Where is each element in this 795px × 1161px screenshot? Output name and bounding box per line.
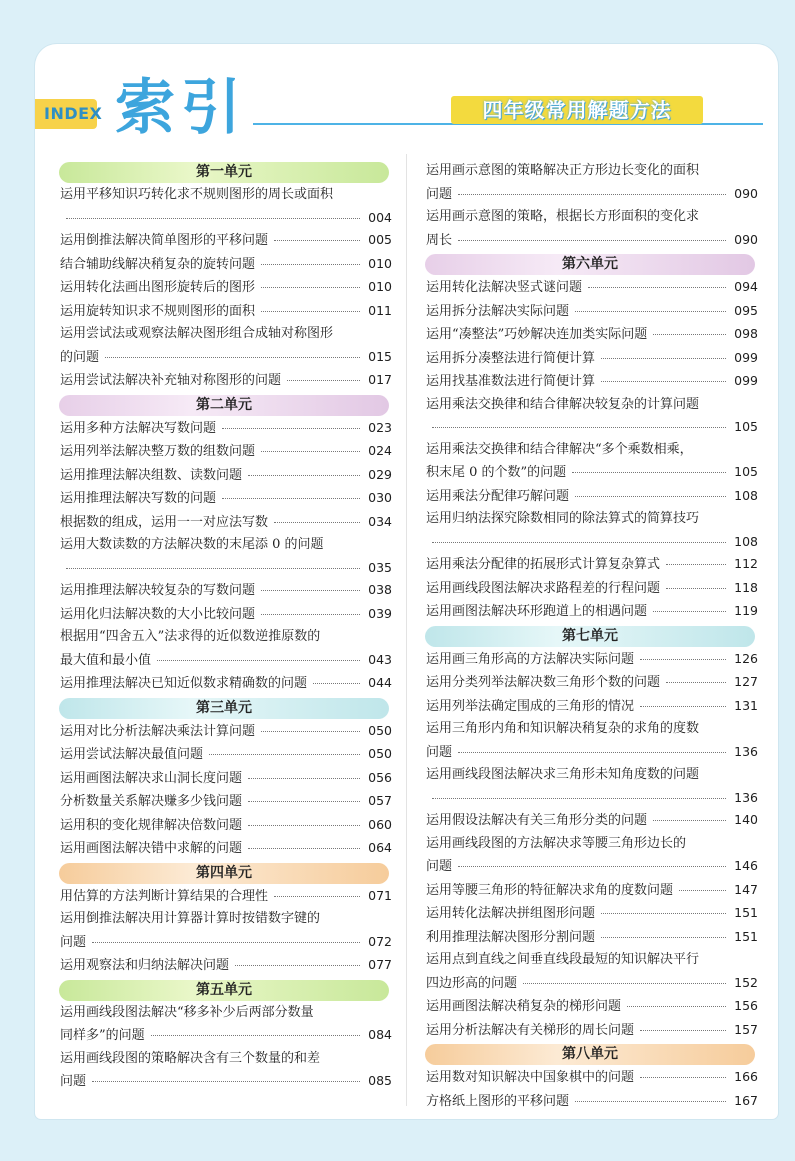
entry-title: 运用转化法解决竖式谜问题 <box>426 280 583 295</box>
entry-title: 运用尝试法解决最值问题 <box>60 747 204 762</box>
index-entry[interactable] <box>57 579 392 603</box>
leader-dots <box>248 848 360 849</box>
leader-dots <box>458 240 726 241</box>
index-entry[interactable] <box>57 885 392 909</box>
page-number: 140 <box>734 812 758 827</box>
entry-title: 运用推理法解决较复杂的写数问题 <box>60 583 256 598</box>
entry-title: 运用旋转知识求不规则图形的面积 <box>60 303 256 319</box>
page-title: 索引 <box>115 73 247 143</box>
index-entry[interactable] <box>423 718 758 764</box>
page-number: 035 <box>368 559 392 575</box>
index-entry[interactable] <box>57 954 392 978</box>
right-column <box>423 160 758 1113</box>
page-number: 099 <box>734 373 758 388</box>
unit-header: 第五单元 <box>59 980 389 1001</box>
column-divider <box>406 154 407 1106</box>
page-subtitle: 四年级常用解题方法 <box>451 96 703 124</box>
leader-dots <box>653 611 726 612</box>
index-entry[interactable] <box>423 695 758 719</box>
page-header <box>35 44 778 154</box>
index-entry[interactable] <box>423 553 758 577</box>
page-number: 119 <box>734 603 758 618</box>
leader-dots <box>627 1006 726 1007</box>
page-number: 056 <box>368 769 392 785</box>
page-number: 044 <box>368 675 392 690</box>
page-number: 039 <box>368 605 392 621</box>
page-number: 064 <box>368 840 392 855</box>
entry-title: 利用推理法解决图形分割问题 <box>426 929 596 945</box>
page-number: 034 <box>368 513 392 529</box>
index-entry[interactable] <box>57 487 392 511</box>
index-entry[interactable] <box>57 908 392 954</box>
leader-dots <box>601 358 726 359</box>
leader-dots <box>666 588 726 589</box>
index-entry[interactable] <box>57 837 392 861</box>
unit-header: 第六单元 <box>425 254 755 275</box>
leader-dots <box>666 564 726 565</box>
leader-dots <box>653 334 726 335</box>
entry-title: 运用转化法画出图形旋转后的图形 <box>60 280 256 295</box>
index-entry[interactable] <box>57 276 392 300</box>
leader-dots <box>588 287 726 288</box>
page-number: 030 <box>368 490 392 505</box>
index-entry[interactable] <box>57 743 392 767</box>
entry-title: 最大值和最小值 <box>60 652 152 668</box>
index-entry[interactable] <box>57 229 392 253</box>
page-number: 090 <box>734 231 758 247</box>
leader-dots <box>248 825 360 826</box>
entry-title: 运用等腰三角形的特征解决求角的度数问题 <box>426 882 674 898</box>
leader-dots <box>261 311 360 312</box>
leader-dots <box>432 427 726 428</box>
unit-header: 第八单元 <box>425 1044 755 1065</box>
entry-title: 运用化归法解决数的大小比较问题 <box>60 606 256 622</box>
index-label: INDEX <box>44 104 103 123</box>
leader-dots <box>261 264 360 265</box>
leader-dots <box>640 1030 726 1031</box>
index-entry[interactable] <box>57 184 392 229</box>
index-entry[interactable] <box>423 671 758 695</box>
page-number: 071 <box>368 887 392 903</box>
entry-title: 运用推理法解决写数的问题 <box>60 491 217 506</box>
entry-title: 运用三角形内角和知识解决稍复杂的求角的度数 <box>426 721 700 736</box>
leader-dots <box>261 590 360 591</box>
leader-dots <box>222 498 360 499</box>
entry-title: 运用画线段图法解决求路程差的行程问题 <box>426 580 661 596</box>
index-entry[interactable] <box>423 206 758 252</box>
index-entry[interactable] <box>423 926 758 950</box>
page-number: 152 <box>734 974 758 990</box>
leader-dots <box>666 682 726 683</box>
entry-title: 运用归纳法探究除数相同的除法算式的简算技巧 <box>426 511 700 526</box>
left-column <box>57 160 392 1094</box>
entry-title: 四边形高的问题 <box>426 975 518 991</box>
leader-dots <box>274 896 360 897</box>
entry-title: 运用列举法确定围成的三角形的情况 <box>426 698 635 714</box>
leader-dots <box>458 866 726 867</box>
entry-title: 周长 <box>426 232 453 248</box>
index-entry[interactable] <box>57 511 392 535</box>
entry-title: 运用对比分析法解决乘法计算问题 <box>60 723 256 739</box>
index-entry[interactable] <box>423 439 758 485</box>
entry-title: 运用转化法解决拼组图形问题 <box>426 906 596 921</box>
index-entry[interactable] <box>423 902 758 926</box>
index-entry[interactable] <box>57 672 392 696</box>
index-entry[interactable] <box>57 1002 392 1048</box>
leader-dots <box>575 1101 726 1102</box>
leader-dots <box>601 937 726 938</box>
leader-dots <box>92 1081 360 1082</box>
entry-title: 用估算的方法判断计算结果的合理性 <box>60 888 269 904</box>
leader-dots <box>679 890 726 891</box>
unit-header: 第三单元 <box>59 698 389 719</box>
index-entry[interactable] <box>57 323 392 369</box>
leader-dots <box>157 660 360 661</box>
index-entry[interactable] <box>57 790 392 814</box>
index-entry[interactable] <box>423 1090 758 1114</box>
page-number: 146 <box>734 858 758 873</box>
page-number: 011 <box>368 302 392 318</box>
page-number: 151 <box>734 905 758 920</box>
entry-title: 方格纸上图形的平移问题 <box>426 1093 570 1109</box>
index-entry[interactable] <box>423 394 758 439</box>
entry-title: 运用画示意图的策略，根据长方形面积的变化求 <box>426 209 700 224</box>
page-number: 010 <box>368 279 392 294</box>
entry-title: 运用画图法解决稍复杂的梯形问题 <box>426 999 622 1014</box>
page-number: 105 <box>734 419 758 434</box>
entry-title: 运用大数读数的方法解决数的末尾添 0 的问题 <box>60 537 324 552</box>
page-number: 017 <box>368 372 392 387</box>
entry-title: 运用多种方法解决写数问题 <box>60 420 217 436</box>
entry-title: 问题 <box>426 744 453 760</box>
index-entry[interactable] <box>423 949 758 995</box>
leader-dots <box>601 381 726 382</box>
page-number: 156 <box>734 998 758 1013</box>
page-number: 004 <box>368 209 392 225</box>
index-entry[interactable] <box>423 600 758 624</box>
page-number: 010 <box>368 255 392 271</box>
entry-title: 运用列举法解决整万数的组数问题 <box>60 444 256 459</box>
page-number: 015 <box>368 348 392 364</box>
entry-title: 运用“凑整法”巧妙解决连加类实际问题 <box>426 327 648 342</box>
page-number: 024 <box>368 443 392 458</box>
page-number: 077 <box>368 957 392 972</box>
unit-header: 第四单元 <box>59 863 389 884</box>
index-entry[interactable] <box>57 534 392 579</box>
page-number: 127 <box>734 674 758 689</box>
leader-dots <box>640 1077 726 1078</box>
index-entry[interactable] <box>57 300 392 324</box>
index-entry[interactable] <box>423 347 758 371</box>
leader-dots <box>261 287 360 288</box>
entry-title: 运用平移知识巧转化求不规则图形的周长或面积 <box>60 187 334 202</box>
index-entry[interactable] <box>57 626 392 672</box>
index-entry[interactable] <box>57 603 392 627</box>
index-entry[interactable] <box>423 833 758 879</box>
page-number: 166 <box>734 1069 758 1084</box>
leader-dots <box>572 472 726 473</box>
index-entry[interactable] <box>57 720 392 744</box>
index-entry[interactable] <box>423 508 758 553</box>
page-number: 105 <box>734 464 758 479</box>
page-number: 038 <box>368 582 392 597</box>
entry-title: 运用画图法解决错中求解的问题 <box>60 841 243 856</box>
page-number: 050 <box>368 746 392 761</box>
entry-title: 问题 <box>426 186 453 202</box>
leader-dots <box>66 218 360 219</box>
entry-title: 运用画三角形高的方法解决实际问题 <box>426 651 635 667</box>
entry-title: 运用画线段图的策略解决含有三个数量的和差 <box>60 1050 321 1066</box>
unit-header: 第二单元 <box>59 395 389 416</box>
index-entry[interactable] <box>57 767 392 791</box>
entry-title: 根据数的组成，运用一一对应法写数 <box>60 514 269 530</box>
index-entry[interactable] <box>423 160 758 206</box>
leader-dots <box>640 706 726 707</box>
entry-title: 运用分类列举法解决数三角形个数的问题 <box>426 675 661 690</box>
leader-dots <box>209 754 360 755</box>
leader-dots <box>235 965 360 966</box>
index-entry[interactable] <box>423 809 758 833</box>
page-number: 108 <box>734 533 758 549</box>
entry-title: 运用画线段图的方法解决求等腰三角形边长的 <box>426 835 687 851</box>
page-number: 126 <box>734 650 758 666</box>
leader-dots <box>261 731 360 732</box>
index-entry[interactable] <box>423 577 758 601</box>
leader-dots <box>432 798 726 799</box>
index-entry[interactable] <box>423 879 758 903</box>
index-entry[interactable] <box>423 995 758 1019</box>
leader-dots <box>575 496 726 497</box>
page-number: 147 <box>734 881 758 897</box>
entry-title: 运用拆分法解决实际问题 <box>426 303 570 319</box>
entry-title: 分析数量关系解决赚多少钱问题 <box>60 794 243 809</box>
page-number: 085 <box>368 1073 392 1088</box>
index-entry[interactable] <box>423 323 758 347</box>
page-number: 023 <box>368 419 392 435</box>
entry-title: 运用假设法解决有关三角形分类的问题 <box>426 813 648 828</box>
entry-title: 运用数对知识解决中国象棋中的问题 <box>426 1070 635 1085</box>
entry-title: 运用积的变化规律解决倍数问题 <box>60 817 243 833</box>
index-entry[interactable] <box>57 1048 392 1094</box>
page-number: 043 <box>368 651 392 667</box>
leader-dots <box>640 659 726 660</box>
entry-title: 同样多”的问题 <box>60 1028 145 1043</box>
page-number: 060 <box>368 816 392 832</box>
entry-title: 积末尾 0 的个数”的问题 <box>426 465 567 480</box>
index-entry[interactable] <box>423 300 758 324</box>
index-entry[interactable] <box>57 440 392 464</box>
page-number: 057 <box>368 793 392 808</box>
entry-title: 运用乘法交换律和结合律解决“多个乘数相乘， <box>426 441 693 457</box>
leader-dots <box>66 568 360 569</box>
page-number: 095 <box>734 302 758 318</box>
leader-dots <box>458 194 726 195</box>
index-entry[interactable] <box>423 370 758 394</box>
entry-title: 运用画线段图法解决“移多补少后两部分数量 <box>60 1004 314 1020</box>
leader-dots <box>575 311 726 312</box>
index-entry[interactable] <box>423 1066 758 1090</box>
leader-dots <box>151 1035 360 1036</box>
page-number: 094 <box>734 279 758 294</box>
index-entry[interactable] <box>57 464 392 488</box>
page-number: 050 <box>368 722 392 738</box>
entry-title: 运用画图法解决求山洞长度问题 <box>60 770 243 786</box>
entry-title: 运用点到直线之间垂直线段最短的知识解决平行 <box>426 952 700 967</box>
entry-title: 运用拆分凑整法进行简便计算 <box>426 350 596 366</box>
page-number: 072 <box>368 933 392 949</box>
leader-dots <box>653 820 726 821</box>
page-number: 005 <box>368 232 392 247</box>
entry-title: 根据用“四舍五入”法求得的近似数逆推原数的 <box>60 629 321 644</box>
index-entry[interactable] <box>57 253 392 277</box>
page-number: 029 <box>368 466 392 482</box>
unit-header: 第一单元 <box>59 162 389 183</box>
leader-dots <box>274 522 360 523</box>
page-number: 112 <box>734 556 758 571</box>
page-number: 167 <box>734 1092 758 1108</box>
entry-title: 运用画线段图法解决求三角形未知角度数的问题 <box>426 767 700 782</box>
index-entry[interactable] <box>423 764 758 809</box>
page-number: 157 <box>734 1021 758 1037</box>
entry-title: 运用找基准数法进行简便计算 <box>426 374 596 389</box>
leader-dots <box>601 913 726 914</box>
entry-title: 运用观察法和归纳法解决问题 <box>60 958 230 973</box>
page-number: 108 <box>734 487 758 503</box>
leader-dots <box>287 380 360 381</box>
page-number: 118 <box>734 579 758 595</box>
entry-title: 结合辅助线解决稍复杂的旋转问题 <box>60 256 256 272</box>
leader-dots <box>105 357 360 358</box>
entry-title: 运用尝试法解决补充轴对称图形的问题 <box>60 373 282 388</box>
leader-dots <box>92 942 360 943</box>
leader-dots <box>523 983 726 984</box>
index-tag <box>35 99 103 129</box>
entry-title: 运用推理法解决已知近似数求精确数的问题 <box>60 676 308 691</box>
entry-title: 问题 <box>60 934 87 950</box>
page-number: 151 <box>734 928 758 944</box>
leader-dots <box>274 240 360 241</box>
leader-dots <box>432 542 726 543</box>
entry-title: 运用乘法交换律和结合律解决较复杂的计算问题 <box>426 396 700 412</box>
leader-dots <box>458 752 726 753</box>
entry-title: 运用画图法解决环形跑道上的相遇问题 <box>426 604 648 619</box>
entry-title: 运用倒推法解决简单图形的平移问题 <box>60 233 269 248</box>
page-number: 099 <box>734 349 758 365</box>
leader-dots <box>313 683 360 684</box>
leader-dots <box>248 475 360 476</box>
entry-title: 问题 <box>60 1074 87 1089</box>
entry-title: 问题 <box>426 859 453 874</box>
unit-header: 第七单元 <box>425 626 755 647</box>
index-entry[interactable] <box>423 485 758 509</box>
entry-title: 运用尝试法或观察法解决图形组合成轴对称图形 <box>60 326 334 341</box>
entry-title: 运用乘法分配律巧解问题 <box>426 488 570 504</box>
page-number: 136 <box>734 743 758 759</box>
index-entry[interactable] <box>57 369 392 393</box>
leader-dots <box>248 801 360 802</box>
leader-dots <box>248 778 360 779</box>
leader-dots <box>222 428 360 429</box>
index-entry[interactable] <box>423 648 758 672</box>
page-number: 136 <box>734 789 758 805</box>
leader-dots <box>261 614 360 615</box>
entry-title: 运用乘法分配律的拓展形式计算复杂算式 <box>426 557 661 572</box>
page-number: 098 <box>734 326 758 341</box>
entry-title: 运用分析法解决有关梯形的周长问题 <box>426 1022 635 1038</box>
index-entry[interactable] <box>423 276 758 300</box>
entry-title: 的问题 <box>60 349 100 365</box>
entry-title: 运用推理法解决组数、读数问题 <box>60 467 243 483</box>
leader-dots <box>261 451 360 452</box>
entry-title: 运用倒推法解决用计算器计算时按错数字键的 <box>60 911 321 926</box>
index-page <box>35 44 778 1119</box>
page-number: 090 <box>734 185 758 201</box>
index-entry[interactable] <box>423 1019 758 1043</box>
page-number: 084 <box>368 1027 392 1042</box>
entry-title: 运用画示意图的策略解决正方形边长变化的面积 <box>426 163 700 178</box>
index-entry[interactable] <box>57 814 392 838</box>
index-entry[interactable] <box>57 417 392 441</box>
page-number: 131 <box>734 697 758 713</box>
